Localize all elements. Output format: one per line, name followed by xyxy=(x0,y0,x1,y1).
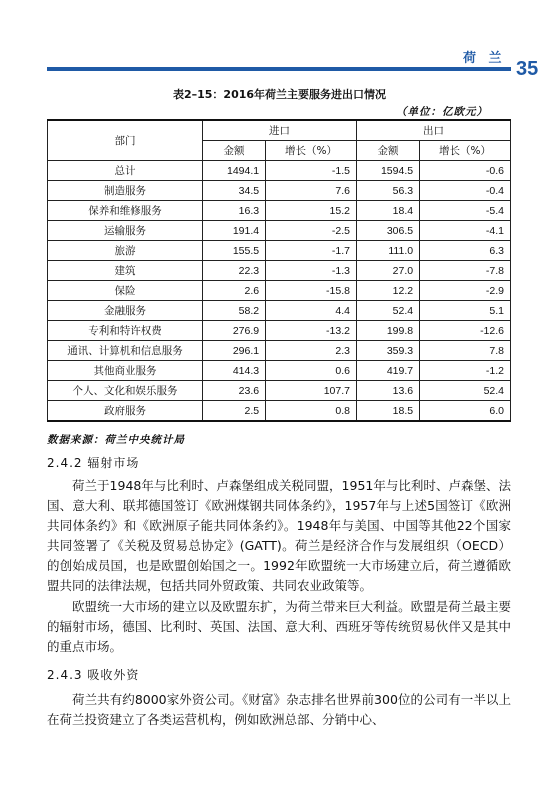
running-header-title: 荷 兰 xyxy=(463,51,506,66)
import-growth-cell: -15.8 xyxy=(266,281,357,301)
table-row xyxy=(48,341,511,361)
export-growth-cell: -1.2 xyxy=(420,361,511,381)
export-growth-cell: -5.4 xyxy=(420,201,511,221)
import-amount-header: 金额 xyxy=(203,141,266,161)
export-growth-cell: -12.6 xyxy=(420,321,511,341)
table-row xyxy=(48,261,511,281)
import-growth-cell: 107.7 xyxy=(266,381,357,401)
import-growth-cell: 7.6 xyxy=(266,181,357,201)
import-group-header: 进口 xyxy=(203,120,357,141)
export-amount-cell: 359.3 xyxy=(356,341,419,361)
table-row xyxy=(48,181,511,201)
export-amount-cell: 199.8 xyxy=(356,321,419,341)
export-amount-cell: 52.4 xyxy=(356,301,419,321)
table-source: 数据来源：荷兰中央统计局 xyxy=(47,434,185,446)
import-growth-cell: 0.6 xyxy=(266,361,357,381)
import-amount-cell: 16.3 xyxy=(203,201,266,221)
table-row xyxy=(48,281,511,301)
export-growth-cell: -4.1 xyxy=(420,221,511,241)
table-row xyxy=(48,361,511,381)
import-growth-cell: -13.2 xyxy=(266,321,357,341)
export-amount-cell: 18.5 xyxy=(356,401,419,422)
export-amount-cell: 27.0 xyxy=(356,261,419,281)
table-row xyxy=(48,161,511,181)
import-amount-cell: 2.6 xyxy=(203,281,266,301)
export-growth-cell: 52.4 xyxy=(420,381,511,401)
table-row xyxy=(48,221,511,241)
col-sector-header: 部门 xyxy=(48,120,203,161)
body-paragraph: 荷兰共有约8000家外资公司。《财富》杂志排名世界前300位的公司有一半以上在荷兰投资建立了各类运营机构，例如欧洲总部、分销中心、 xyxy=(47,692,511,727)
body-paragraph: 欧盟统一大市场的建立以及欧盟东扩，为荷兰带来巨大利益。欧盟是荷兰最主要的辐射市场，德国、比利时、英国、法国、意大利、西班牙等传统贸易伙伴又是其中的重点市场。 xyxy=(47,599,511,654)
sector-cell: 通讯、计算机和信息服务 xyxy=(48,341,203,361)
sector-cell: 专利和特许权费 xyxy=(48,321,203,341)
export-growth-cell: -0.4 xyxy=(420,181,511,201)
import-growth-cell: 0.8 xyxy=(266,401,357,422)
export-amount-cell: 111.0 xyxy=(356,241,419,261)
table-row xyxy=(48,301,511,321)
import-amount-cell: 414.3 xyxy=(203,361,266,381)
export-amount-cell: 13.6 xyxy=(356,381,419,401)
sector-cell: 保险 xyxy=(48,281,203,301)
sector-cell: 其他商业服务 xyxy=(48,361,203,381)
import-growth-cell: 2.3 xyxy=(266,341,357,361)
export-growth-header: 增长（%） xyxy=(420,141,511,161)
import-amount-cell: 296.1 xyxy=(203,341,266,361)
import-amount-cell: 155.5 xyxy=(203,241,266,261)
export-amount-cell: 1594.5 xyxy=(356,161,419,181)
export-amount-cell: 12.2 xyxy=(356,281,419,301)
export-growth-cell: -2.9 xyxy=(420,281,511,301)
import-amount-cell: 23.6 xyxy=(203,381,266,401)
sector-cell: 个人、文化和娱乐服务 xyxy=(48,381,203,401)
import-growth-cell: -1.5 xyxy=(266,161,357,181)
export-amount-cell: 18.4 xyxy=(356,201,419,221)
sector-cell: 政府服务 xyxy=(48,401,203,422)
table-row xyxy=(48,381,511,401)
import-amount-cell: 22.3 xyxy=(203,261,266,281)
export-growth-cell: 6.0 xyxy=(420,401,511,422)
table-row xyxy=(48,321,511,341)
export-amount-cell: 306.5 xyxy=(356,221,419,241)
table-unit: （单位：亿欧元） xyxy=(396,106,488,118)
page-number: 35 xyxy=(516,58,539,80)
import-amount-cell: 1494.1 xyxy=(203,161,266,181)
header-rule xyxy=(47,67,511,71)
sector-cell: 运输服务 xyxy=(48,221,203,241)
sector-cell: 金融服务 xyxy=(48,301,203,321)
table-row xyxy=(48,241,511,261)
import-growth-header: 增长（%） xyxy=(266,141,357,161)
sector-cell: 总计 xyxy=(48,161,203,181)
import-amount-cell: 58.2 xyxy=(203,301,266,321)
export-growth-cell: -7.8 xyxy=(420,261,511,281)
sector-cell: 制造服务 xyxy=(48,181,203,201)
import-growth-cell: 4.4 xyxy=(266,301,357,321)
export-growth-cell: 7.8 xyxy=(420,341,511,361)
import-amount-cell: 191.4 xyxy=(203,221,266,241)
import-amount-cell: 34.5 xyxy=(203,181,266,201)
sector-cell: 保养和维修服务 xyxy=(48,201,203,221)
import-growth-cell: -1.7 xyxy=(266,241,357,261)
import-growth-cell: -1.3 xyxy=(266,261,357,281)
export-growth-cell: -0.6 xyxy=(420,161,511,181)
section-heading: 2.4.2 辐射市场 xyxy=(47,456,140,470)
table-body xyxy=(48,161,511,422)
import-amount-cell: 276.9 xyxy=(203,321,266,341)
sector-cell: 建筑 xyxy=(48,261,203,281)
import-amount-cell: 2.5 xyxy=(203,401,266,422)
import-growth-cell: 15.2 xyxy=(266,201,357,221)
sector-cell: 旅游 xyxy=(48,241,203,261)
export-amount-header: 金额 xyxy=(356,141,419,161)
table-row xyxy=(48,201,511,221)
table-title: 表2–15：2016年荷兰主要服务进出口情况 xyxy=(172,88,387,101)
table-row xyxy=(48,401,511,422)
export-amount-cell: 419.7 xyxy=(356,361,419,381)
body-paragraph: 荷兰于1948年与比利时、卢森堡组成关税同盟，1951年与比利时、卢森堡、法国、意大利、联邦德国签订《欧洲煤钢共同体条约》，1957年与上述5国签订《欧洲共同体条约》和《欧洲原子能共同体条约》。1948年与美国、中国等其他22个国家共同签署了《关税及贸易总协定》(GATT)。荷兰是经济合作与发展组织（OECD）的创始成员国，也是欧盟创始国之一。1992年欧盟统一大市场建立后，荷兰遵循欧盟共同的法律法规，包括共同外贸政策、共同农业政策等。 xyxy=(47,478,511,593)
services-trade-table xyxy=(47,119,511,422)
export-amount-cell: 56.3 xyxy=(356,181,419,201)
import-growth-cell: -2.5 xyxy=(266,221,357,241)
export-group-header: 出口 xyxy=(356,120,510,141)
export-growth-cell: 5.1 xyxy=(420,301,511,321)
section-heading: 2.4.3 吸收外资 xyxy=(47,668,140,682)
export-growth-cell: 6.3 xyxy=(420,241,511,261)
